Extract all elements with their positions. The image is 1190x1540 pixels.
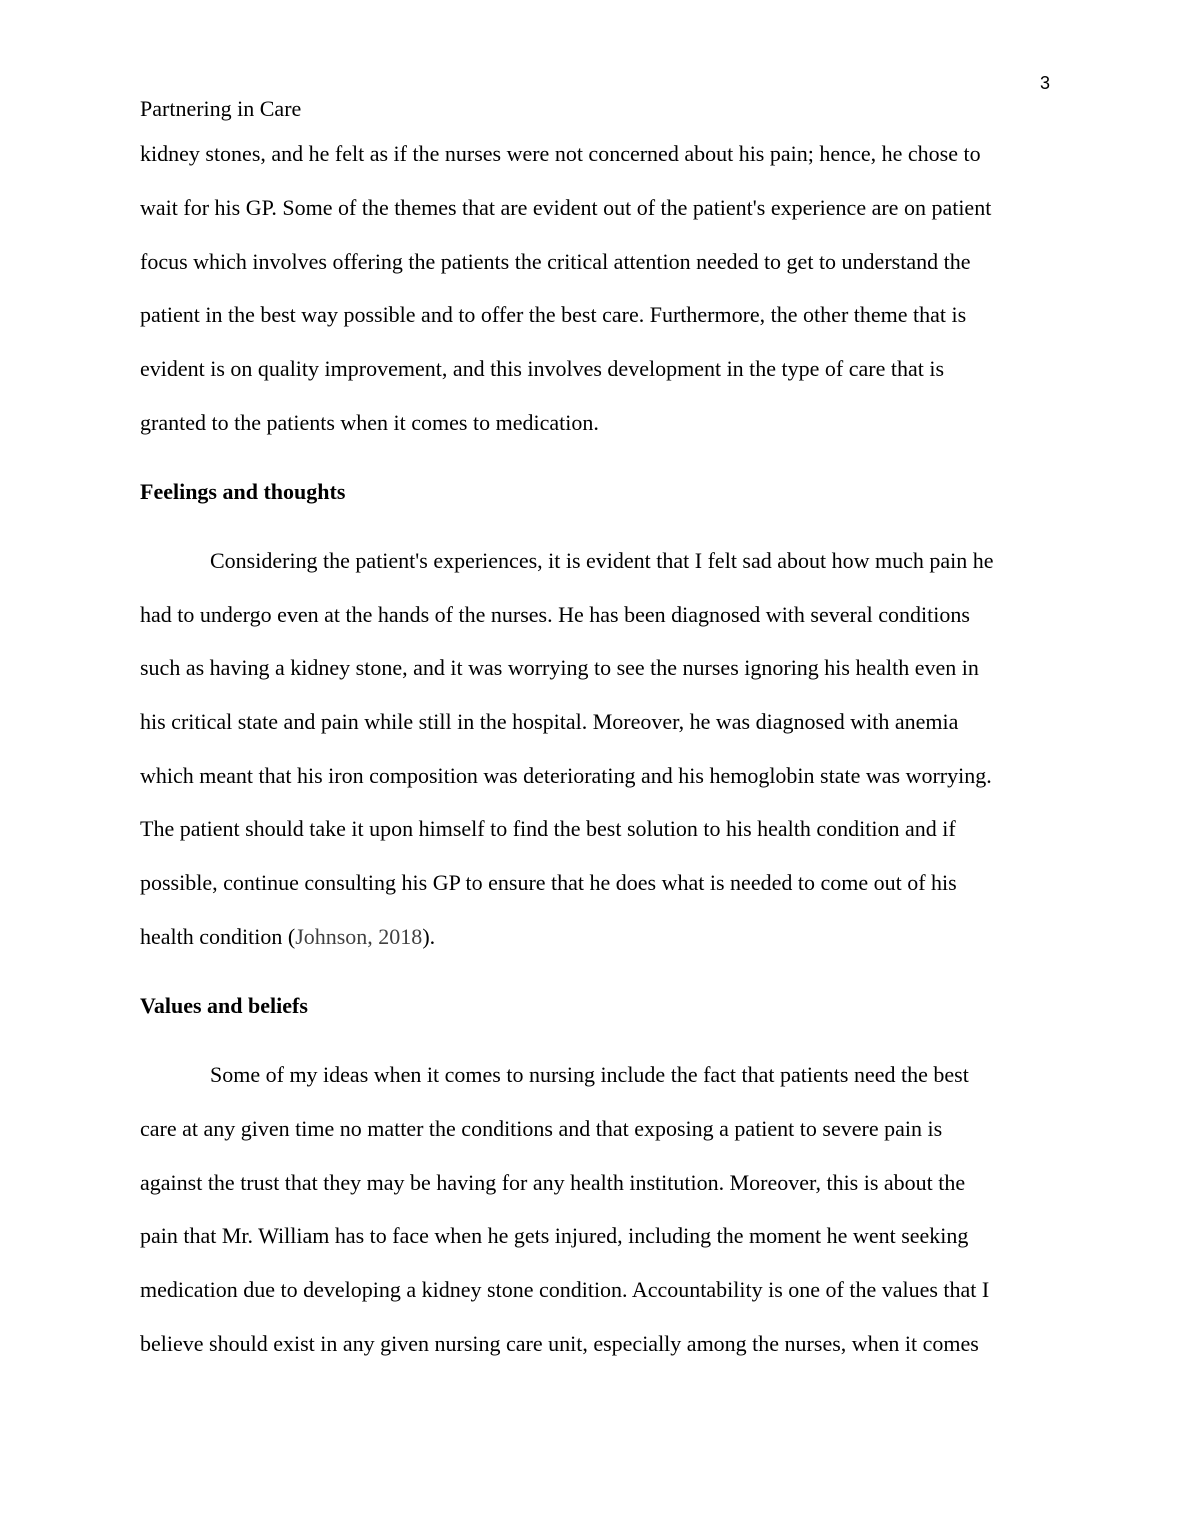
paragraph-line: The patient should take it upon himself to find the best solution to his health condition and if [140,816,956,841]
paragraph-line: his critical state and pain while still in the hospital. Moreover, he was diagnosed with anemia [140,709,959,734]
paragraph-line: Considering the patient's experiences, it is evident that I felt sad about how much pain he [210,548,994,573]
paragraph-line: Some of my ideas when it comes to nursing include the fact that patients need the best [210,1062,969,1087]
paragraph-line: evident is on quality improvement, and this involves development in the type of care that is [140,356,945,381]
page-number: 3 [1039,73,1050,93]
paragraph-line: kidney stones, and he felt as if the nurses were not concerned about his pain; hence, he chose to [140,141,981,166]
paragraph-line: such as having a kidney stone, and it was worrying to see the nurses ignoring his health even in [140,655,979,680]
paragraph-line: believe should exist in any given nursing care unit, especially among the nurses, when it comes [140,1331,979,1356]
paragraph-line: against the trust that they may be having for any health institution. Moreover, this is about the [140,1170,966,1195]
paragraph-line-citation [140,923,435,951]
citation: Johnson, 2018 [295,924,423,949]
paragraph-line: pain that Mr. William has to face when he gets injured, including the moment he went seeking [140,1223,969,1248]
paragraph-line: care at any given time no matter the conditions and that exposing a patient to severe pain is [140,1116,943,1141]
running-head: Partnering in Care [140,96,302,121]
paragraph-line: patient in the best way possible and to offer the best care. Furthermore, the other theme that is [140,302,967,327]
paragraph-line: had to undergo even at the hands of the nurses. He has been diagnosed with several conditions [140,602,970,627]
paragraph-line: possible, continue consulting his GP to ensure that he does what is needed to come out of his [140,870,957,895]
paragraph-line: focus which involves offering the patients the critical attention needed to get to understand the [140,249,971,274]
text-segment: ). [422,924,436,949]
paragraph-line: granted to the patients when it comes to medication. [140,410,599,435]
section-heading-feelings: Feelings and thoughts [140,479,346,504]
section-heading-values: Values and beliefs [140,993,308,1018]
paragraph-line: medication due to developing a kidney stone condition. Accountability is one of the values that I [140,1277,990,1302]
paragraph-line: which meant that his iron composition was deteriorating and his hemoglobin state was worrying. [140,763,992,788]
paragraph-line: wait for his GP. Some of the themes that are evident out of the patient's experience are on patient [140,195,992,220]
text-segment: health condition ( [140,924,296,949]
